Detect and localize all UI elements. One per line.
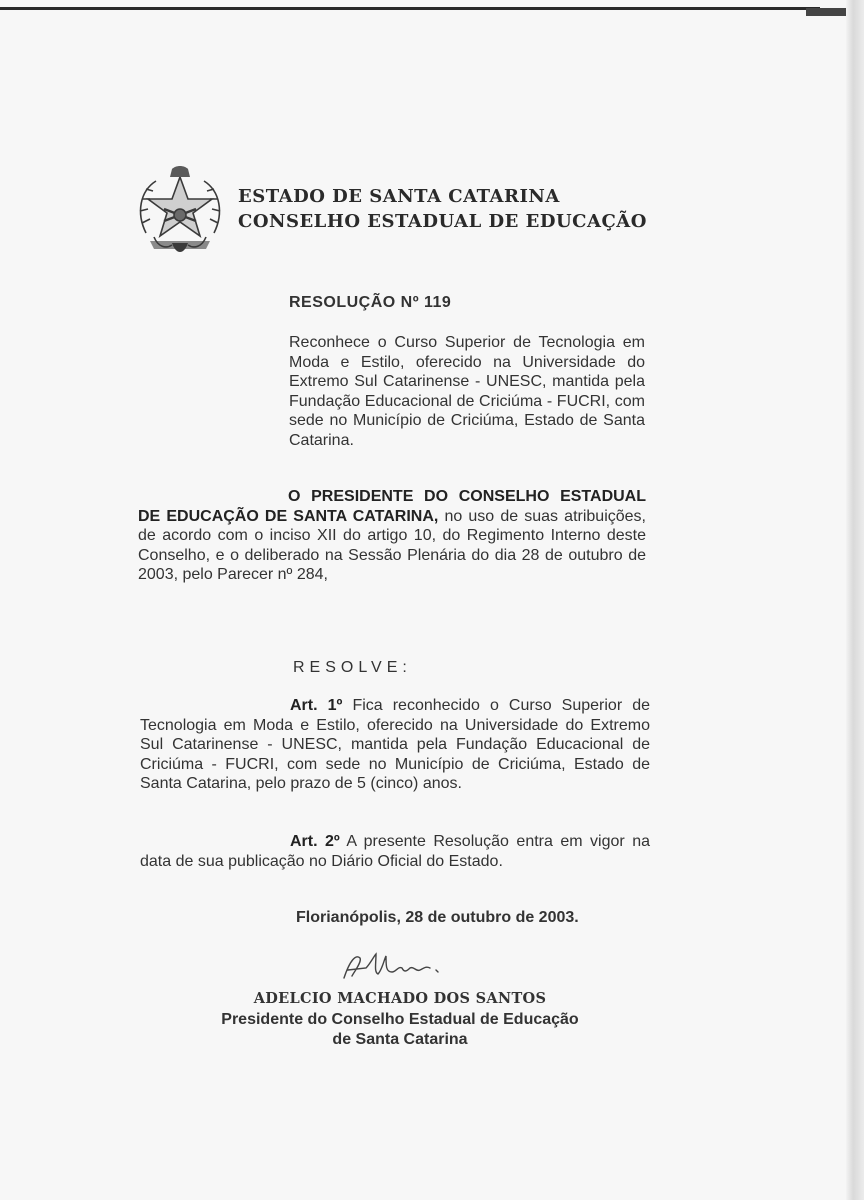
article-label: Art. 2º: [290, 833, 340, 850]
header-council-name: CONSELHO ESTADUAL DE EDUCAÇÃO: [238, 211, 647, 232]
article-text: Fica reconhecido o Curso Superior de Tecnologia em Moda e Estilo, oferecido na Universidade do Extremo Sul Catarinense - UNESC, mantida pela Fundação Educacional de Criciúma - FUCRI, com sede no Município de Criciúma, Estado de Santa Catarina, pelo prazo de 5 (cinco) anos.: [140, 697, 651, 793]
preamble-text: no uso de suas atribuições, de acordo com o inciso XII do artigo 10, do Regimento Interno deste Conselho, e o deliberado na Sessão Plenária do dia 28 de outubro de 2003, pelo Parecer nº 284,: [138, 507, 647, 583]
resolution-ementa: Reconhece o Curso Superior de Tecnologia em Moda e Estilo, oferecido na Universidade do Extremo Sul Catarinense - UNESC, mantida pela Fundação Educacional de Criciúma - FUCRI, com sede no Município de Criciúma, Estado de Santa Catarina.: [289, 334, 645, 449]
resolve-label: RESOLVE:: [293, 659, 412, 676]
article-label: Art. 1º: [290, 697, 343, 714]
scan-top-edge: [0, 7, 820, 10]
header-state-name: ESTADO DE SANTA CATARINA: [238, 186, 560, 207]
resolution-title: RESOLUÇÃO Nº 119: [289, 294, 452, 311]
handwritten-signature: [336, 950, 496, 984]
signer-role-state: de Santa Catarina: [332, 1031, 468, 1048]
article-2: [140, 832, 650, 871]
scan-right-edge: [846, 0, 864, 1200]
scan-corner-mark: [806, 8, 846, 16]
place-and-date: Florianópolis, 28 de outubro de 2003.: [296, 909, 579, 926]
preamble: [138, 487, 646, 585]
article-1: [140, 696, 650, 794]
preamble-lead: O PRESIDENTE DO CONSELHO ESTADUAL DE EDUCAÇÃO DE SANTA CATARINA,: [138, 488, 646, 525]
state-coat-of-arms-icon: [132, 163, 228, 259]
article-text: A presente Resolução entra em vigor na data de sua publicação no Diário Oficial do Estado.: [140, 833, 650, 870]
signer-name: ADELCIO MACHADO DOS SANTOS: [253, 990, 547, 1007]
signer-role: Presidente do Conselho Estadual de Educação: [221, 1011, 579, 1028]
